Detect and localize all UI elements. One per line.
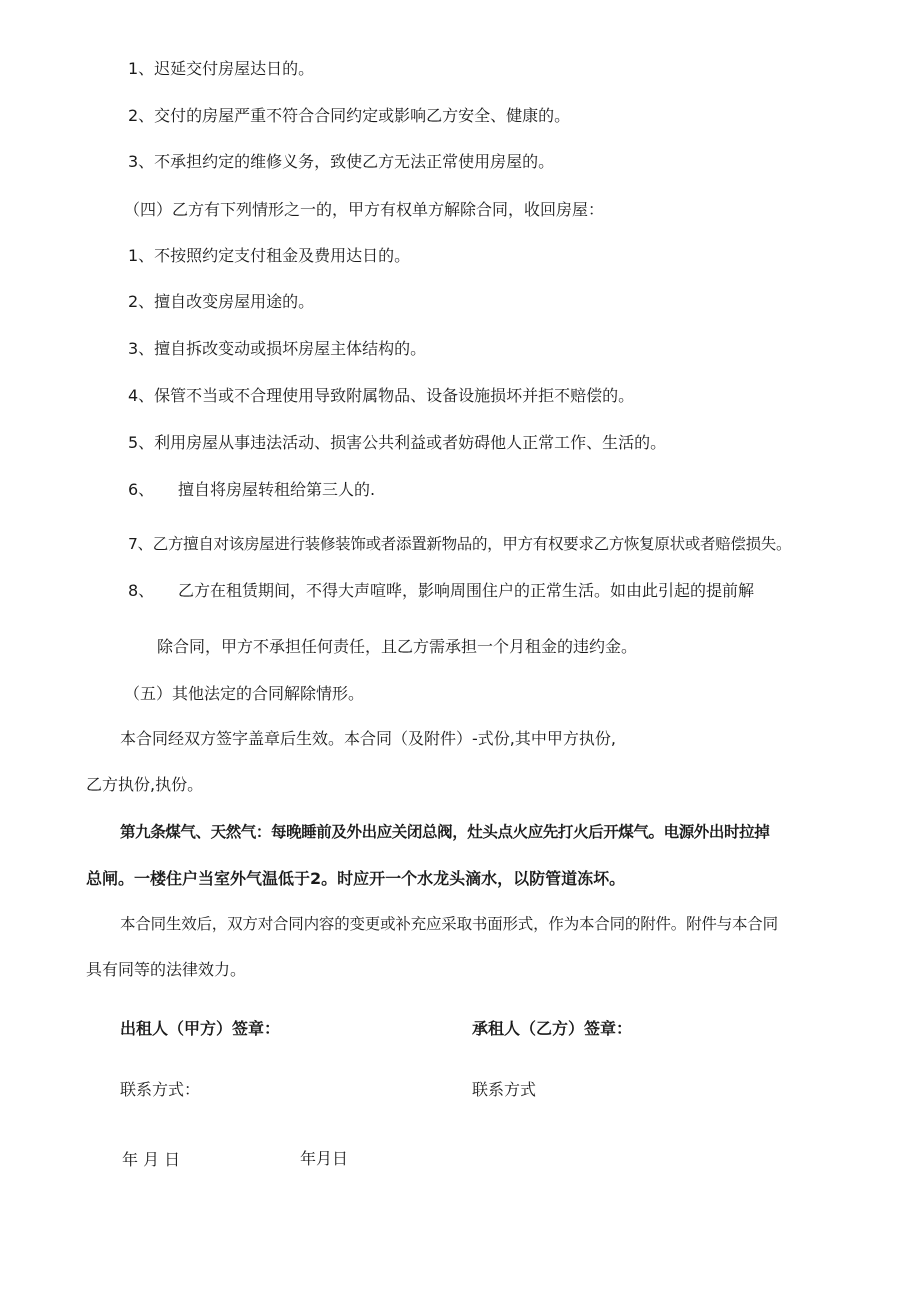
section-five-heading: （五）其他法定的合同解除情形。 — [124, 684, 365, 703]
clause-item-8b-continued: 除合同，甲方不承担任何责任，且乙方需承担一个月租金的违约金。 — [157, 637, 638, 656]
clause-text: 擅自将房屋转租给第三人的. — [178, 480, 376, 499]
lessee-signature-label: 承租人（乙方）签章： — [472, 1019, 633, 1038]
clause-number: 8、 — [128, 581, 155, 600]
article-nine-continued: 总闸。一楼住户当室外气温低于2。时应开一个水龙头滴水，以防管道冻坏。 — [86, 869, 626, 888]
clause-item-2: 2、交付的房屋严重不符合合同约定或影响乙方安全、健康的。 — [128, 106, 571, 125]
amendment-paragraph-continued: 具有同等的法律效力。 — [86, 960, 247, 979]
clause-item-7b: 7、乙方擅自对该房屋进行装修装饰或者添置新物品的，甲方有权要求乙方恢复原状或者赔偿损失。 — [128, 535, 792, 553]
clause-item-3b: 3、擅自拆改变动或损坏房屋主体结构的。 — [128, 339, 427, 358]
clause-item-1: 1、迟延交付房屋达日的。 — [128, 59, 315, 78]
article-nine-heading: 第九条煤气、天然气：每晚睡前及外出应关闭总阀，灶头点火应先打火后开煤气。电源外出时拉掉 — [120, 823, 770, 841]
section-four-heading: （四）乙方有下列情形之一的，甲方有权单方解除合同，收回房屋： — [124, 200, 605, 219]
clause-item-8b — [128, 581, 754, 601]
lessor-signature-label: 出租人（甲方）签章： — [120, 1019, 281, 1038]
clause-text: 乙方在租赁期间，不得大声喧哗，影响周围住户的正常生活。如由此引起的提前解 — [178, 581, 755, 600]
clause-item-1b: 1、不按照约定支付租金及费用达日的。 — [128, 246, 411, 265]
lessor-date-label: 年 月 日 — [122, 1150, 181, 1169]
lessee-date-label: 年月日 — [300, 1149, 349, 1168]
lessee-contact-label: 联系方式 — [472, 1080, 537, 1099]
amendment-paragraph: 本合同生效后，双方对合同内容的变更或补充应采取书面形式，作为本合同的附件。附件与本合同 — [120, 915, 778, 933]
lessor-contact-label: 联系方式： — [120, 1080, 201, 1099]
clause-item-2b: 2、擅自改变房屋用途的。 — [128, 292, 315, 311]
clause-number: 6、 — [128, 480, 155, 499]
clause-item-3: 3、不承担约定的维修义务，致使乙方无法正常使用房屋的。 — [128, 152, 555, 171]
effective-paragraph: 本合同经双方签字盖章后生效。本合同（及附件）-式份,其中甲方执份, — [120, 729, 616, 748]
effective-paragraph-continued: 乙方执份,执份。 — [86, 775, 204, 794]
clause-item-4b: 4、保管不当或不合理使用导致附属物品、设备设施损坏并拒不赔偿的。 — [128, 386, 635, 405]
clause-item-5b: 5、利用房屋从事违法活动、损害公共利益或者妨碍他人正常工作、生活的。 — [128, 433, 667, 452]
clause-item-6b — [128, 480, 375, 500]
